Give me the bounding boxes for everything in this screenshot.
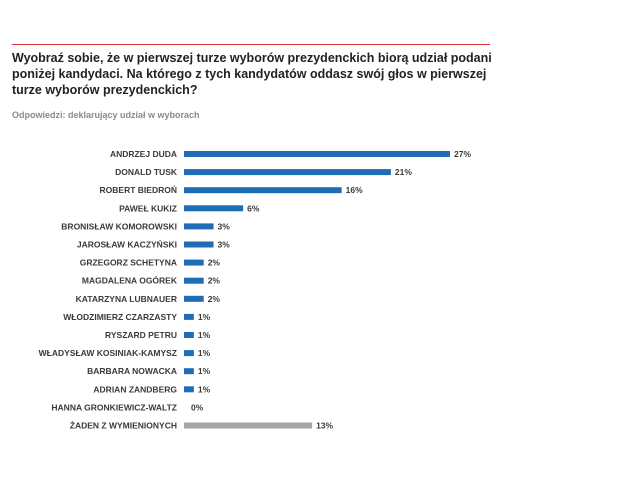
value-label: 13% [316, 420, 334, 431]
bar [184, 169, 391, 175]
category-label: ŻADEN Z WYMIENIONYCH [69, 420, 177, 431]
category-label: JAROSŁAW KACZYŃSKI [76, 239, 177, 250]
bar [184, 386, 194, 392]
bar [184, 260, 204, 266]
bar [184, 205, 243, 211]
value-label: 3% [217, 221, 230, 232]
value-label: 21% [394, 167, 412, 178]
bar [184, 332, 194, 338]
chart-subtitle: Odpowiedzi: deklarujący udział w wyborach [12, 110, 200, 120]
bar [184, 350, 194, 356]
category-label: BRONISŁAW KOMOROWSKI [61, 221, 177, 232]
bar [184, 151, 450, 157]
category-label: GRZEGORZ SCHETYNA [79, 257, 177, 268]
value-label: 6% [247, 203, 260, 214]
value-label: 2% [207, 275, 221, 286]
value-label: 1% [197, 366, 211, 377]
category-label: RYSZARD PETRU [105, 330, 177, 340]
bar [184, 296, 204, 302]
category-label: HANNA GRONKIEWICZ-WALTZ [51, 402, 177, 413]
value-label: 1% [197, 348, 211, 359]
bar [184, 278, 204, 284]
category-label: BARBARA NOWACKA [87, 366, 177, 377]
bar [184, 314, 194, 320]
value-label: 27% [454, 149, 472, 159]
value-label: 0% [191, 402, 204, 413]
category-label: MAGDALENA OGÓREK [81, 275, 177, 286]
value-label: 3% [217, 239, 230, 250]
bar [184, 368, 194, 374]
value-label: 16% [345, 185, 363, 196]
bar [184, 242, 214, 248]
question-title: Wyobraź sobie, że w pierwszej turze wyborów prezydenckich biorą udział podani poniżej kandydaci. Na którego z tych kandydatów oddasz swój głos w pierwszej turze wyborów prezydenckich? [12, 51, 492, 97]
category-label: KATARZYNA LUBNAUER [75, 293, 177, 304]
category-label: WŁODZIMIERZ CZARZASTY [63, 311, 177, 322]
category-label: ROBERT BIEDROŃ [99, 185, 177, 196]
value-label: 1% [197, 384, 211, 395]
category-label: ANDRZEJ DUDA [109, 149, 177, 159]
category-label: DONALD TUSK [115, 167, 177, 178]
bar [184, 223, 214, 229]
bar [184, 423, 312, 429]
category-label: PAWEŁ KUKIZ [119, 203, 177, 214]
value-label: 2% [207, 293, 221, 304]
value-label: 1% [197, 311, 211, 322]
value-label: 1% [197, 330, 211, 340]
category-label: WŁADYSŁAW KOSINIAK-KAMYSZ [38, 348, 177, 359]
value-label: 2% [207, 257, 221, 268]
bar [184, 187, 342, 193]
category-label: ADRIAN ZANDBERG [93, 384, 177, 395]
